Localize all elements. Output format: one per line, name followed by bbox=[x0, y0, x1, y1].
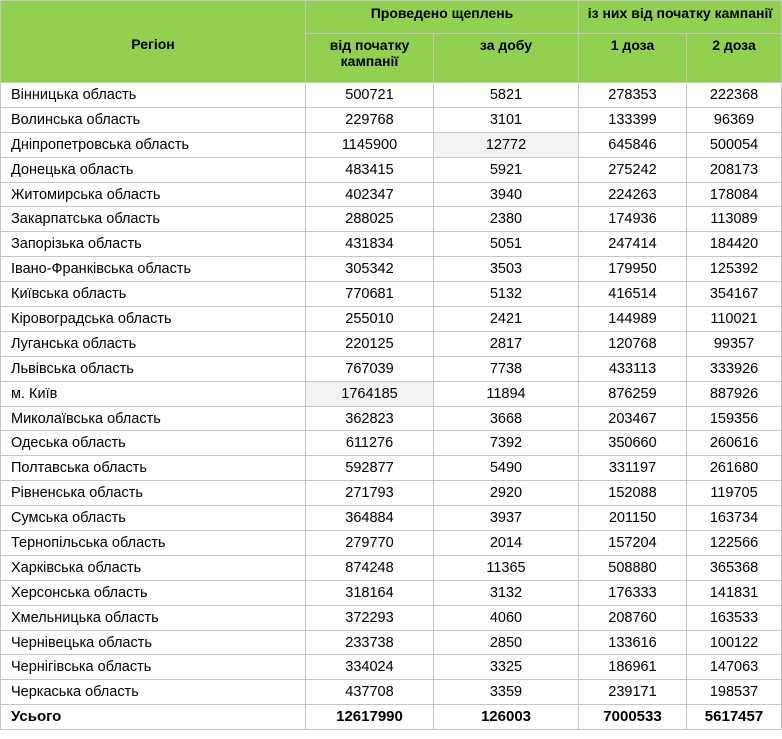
row-dose1: 157204 bbox=[579, 531, 687, 556]
row-dose2: 122566 bbox=[687, 531, 782, 556]
row-since-start: 402347 bbox=[306, 182, 434, 207]
row-region: Полтавська область bbox=[1, 456, 306, 481]
row-dose2: 163734 bbox=[687, 506, 782, 531]
table-row bbox=[1, 307, 782, 332]
row-dose1: 331197 bbox=[579, 456, 687, 481]
row-since-start: 288025 bbox=[306, 207, 434, 232]
total-row bbox=[1, 705, 782, 730]
total-per-day: 126003 bbox=[434, 705, 579, 730]
header-dose2: 2 доза bbox=[687, 34, 782, 83]
row-since-start: 271793 bbox=[306, 481, 434, 506]
table-row bbox=[1, 655, 782, 680]
row-region: Миколаївська область bbox=[1, 406, 306, 431]
table-row bbox=[1, 605, 782, 630]
row-region: Вінницька область bbox=[1, 83, 306, 108]
header-since-start: від початку кампанії bbox=[306, 34, 434, 83]
row-dose2: 141831 bbox=[687, 580, 782, 605]
row-region: Тернопільська область bbox=[1, 531, 306, 556]
table-row bbox=[1, 406, 782, 431]
row-since-start: 364884 bbox=[306, 506, 434, 531]
table-row bbox=[1, 182, 782, 207]
row-region: Кіровоградська область bbox=[1, 307, 306, 332]
table-row bbox=[1, 232, 782, 257]
row-since-start: 431834 bbox=[306, 232, 434, 257]
row-dose1: 350660 bbox=[579, 431, 687, 456]
table-row bbox=[1, 506, 782, 531]
row-since-start: 255010 bbox=[306, 307, 434, 332]
table-row bbox=[1, 356, 782, 381]
table-row bbox=[1, 83, 782, 108]
row-region: Донецька область bbox=[1, 157, 306, 182]
row-dose1: 876259 bbox=[579, 381, 687, 406]
row-per-day: 12772 bbox=[434, 132, 579, 157]
row-region: Запорізька область bbox=[1, 232, 306, 257]
row-per-day: 3325 bbox=[434, 655, 579, 680]
row-since-start: 334024 bbox=[306, 655, 434, 680]
row-since-start: 318164 bbox=[306, 580, 434, 605]
row-dose1: 208760 bbox=[579, 605, 687, 630]
row-region: Закарпатська область bbox=[1, 207, 306, 232]
row-dose2: 354167 bbox=[687, 282, 782, 307]
row-dose1: 133616 bbox=[579, 630, 687, 655]
row-since-start: 1764185 bbox=[306, 381, 434, 406]
row-since-start: 770681 bbox=[306, 282, 434, 307]
row-dose2: 113089 bbox=[687, 207, 782, 232]
row-since-start: 437708 bbox=[306, 680, 434, 705]
row-region: Житомирська область bbox=[1, 182, 306, 207]
row-per-day: 2817 bbox=[434, 331, 579, 356]
row-region: Сумська область bbox=[1, 506, 306, 531]
row-region: Черкаська область bbox=[1, 680, 306, 705]
row-region: Івано-Франківська область bbox=[1, 257, 306, 282]
row-region: Херсонська область bbox=[1, 580, 306, 605]
row-since-start: 592877 bbox=[306, 456, 434, 481]
total-since-start: 12617990 bbox=[306, 705, 434, 730]
row-region: м. Київ bbox=[1, 381, 306, 406]
row-dose2: 365368 bbox=[687, 555, 782, 580]
table-row bbox=[1, 531, 782, 556]
row-per-day: 5490 bbox=[434, 456, 579, 481]
row-dose1: 179950 bbox=[579, 257, 687, 282]
row-per-day: 3668 bbox=[434, 406, 579, 431]
table-row bbox=[1, 680, 782, 705]
row-per-day: 7738 bbox=[434, 356, 579, 381]
table-row bbox=[1, 331, 782, 356]
row-dose2: 500054 bbox=[687, 132, 782, 157]
table-row bbox=[1, 630, 782, 655]
row-since-start: 611276 bbox=[306, 431, 434, 456]
row-per-day: 3359 bbox=[434, 680, 579, 705]
row-since-start: 500721 bbox=[306, 83, 434, 108]
row-dose2: 333926 bbox=[687, 356, 782, 381]
row-dose2: 99357 bbox=[687, 331, 782, 356]
table-row bbox=[1, 282, 782, 307]
header-of-them: із них від початку кампанії bbox=[579, 1, 782, 34]
table-row bbox=[1, 431, 782, 456]
row-region: Львівська область bbox=[1, 356, 306, 381]
row-since-start: 233738 bbox=[306, 630, 434, 655]
row-per-day: 4060 bbox=[434, 605, 579, 630]
row-since-start: 1145900 bbox=[306, 132, 434, 157]
row-dose2: 208173 bbox=[687, 157, 782, 182]
table-body bbox=[1, 83, 782, 730]
table-row bbox=[1, 580, 782, 605]
row-since-start: 305342 bbox=[306, 257, 434, 282]
row-dose1: 203467 bbox=[579, 406, 687, 431]
row-region: Одеська область bbox=[1, 431, 306, 456]
row-dose2: 125392 bbox=[687, 257, 782, 282]
table-row bbox=[1, 257, 782, 282]
row-per-day: 5051 bbox=[434, 232, 579, 257]
header-vaccinated: Проведено щеплень bbox=[306, 1, 579, 34]
row-region: Чернівецька область bbox=[1, 630, 306, 655]
row-dose1: 133399 bbox=[579, 107, 687, 132]
table-row bbox=[1, 555, 782, 580]
row-per-day: 2421 bbox=[434, 307, 579, 332]
row-dose1: 645846 bbox=[579, 132, 687, 157]
row-dose1: 186961 bbox=[579, 655, 687, 680]
row-dose1: 152088 bbox=[579, 481, 687, 506]
row-dose1: 176333 bbox=[579, 580, 687, 605]
row-since-start: 362823 bbox=[306, 406, 434, 431]
total-dose1: 7000533 bbox=[579, 705, 687, 730]
row-dose1: 275242 bbox=[579, 157, 687, 182]
row-since-start: 874248 bbox=[306, 555, 434, 580]
row-dose2: 100122 bbox=[687, 630, 782, 655]
row-region: Хмельницька область bbox=[1, 605, 306, 630]
row-dose2: 260616 bbox=[687, 431, 782, 456]
row-per-day: 11365 bbox=[434, 555, 579, 580]
row-dose1: 144989 bbox=[579, 307, 687, 332]
row-dose2: 159356 bbox=[687, 406, 782, 431]
row-region: Чернігівська область bbox=[1, 655, 306, 680]
row-since-start: 220125 bbox=[306, 331, 434, 356]
row-per-day: 3132 bbox=[434, 580, 579, 605]
row-dose2: 887926 bbox=[687, 381, 782, 406]
row-dose1: 239171 bbox=[579, 680, 687, 705]
row-per-day: 7392 bbox=[434, 431, 579, 456]
row-since-start: 372293 bbox=[306, 605, 434, 630]
row-dose2: 184420 bbox=[687, 232, 782, 257]
row-since-start: 483415 bbox=[306, 157, 434, 182]
table-row bbox=[1, 481, 782, 506]
row-dose2: 119705 bbox=[687, 481, 782, 506]
row-per-day: 3937 bbox=[434, 506, 579, 531]
total-dose2: 5617457 bbox=[687, 705, 782, 730]
row-dose1: 224263 bbox=[579, 182, 687, 207]
row-per-day: 3503 bbox=[434, 257, 579, 282]
row-per-day: 2014 bbox=[434, 531, 579, 556]
row-dose2: 222368 bbox=[687, 83, 782, 108]
row-since-start: 279770 bbox=[306, 531, 434, 556]
row-region: Харківська область bbox=[1, 555, 306, 580]
total-label: Усього bbox=[1, 705, 306, 730]
row-region: Київська область bbox=[1, 282, 306, 307]
row-per-day: 5921 bbox=[434, 157, 579, 182]
row-dose2: 261680 bbox=[687, 456, 782, 481]
table-header bbox=[1, 1, 782, 83]
header-region: Регіон bbox=[1, 1, 306, 83]
row-dose1: 247414 bbox=[579, 232, 687, 257]
row-per-day: 2920 bbox=[434, 481, 579, 506]
header-dose1: 1 доза bbox=[579, 34, 687, 83]
row-per-day: 5821 bbox=[434, 83, 579, 108]
row-region: Луганська область bbox=[1, 331, 306, 356]
row-per-day: 3101 bbox=[434, 107, 579, 132]
table-row bbox=[1, 456, 782, 481]
row-dose1: 433113 bbox=[579, 356, 687, 381]
row-dose2: 147063 bbox=[687, 655, 782, 680]
row-dose1: 278353 bbox=[579, 83, 687, 108]
row-dose1: 174936 bbox=[579, 207, 687, 232]
row-since-start: 767039 bbox=[306, 356, 434, 381]
row-dose2: 96369 bbox=[687, 107, 782, 132]
row-dose1: 508880 bbox=[579, 555, 687, 580]
row-per-day: 2380 bbox=[434, 207, 579, 232]
row-dose1: 416514 bbox=[579, 282, 687, 307]
table-row bbox=[1, 157, 782, 182]
table-row bbox=[1, 107, 782, 132]
row-per-day: 5132 bbox=[434, 282, 579, 307]
row-region: Волинська область bbox=[1, 107, 306, 132]
row-dose1: 120768 bbox=[579, 331, 687, 356]
row-since-start: 229768 bbox=[306, 107, 434, 132]
header-per-day: за добу bbox=[434, 34, 579, 83]
table-row bbox=[1, 207, 782, 232]
row-per-day: 11894 bbox=[434, 381, 579, 406]
table-row bbox=[1, 381, 782, 406]
row-dose2: 163533 bbox=[687, 605, 782, 630]
row-region: Дніпропетровська область bbox=[1, 132, 306, 157]
row-per-day: 2850 bbox=[434, 630, 579, 655]
row-region: Рівненська область bbox=[1, 481, 306, 506]
row-dose1: 201150 bbox=[579, 506, 687, 531]
row-dose2: 198537 bbox=[687, 680, 782, 705]
row-dose2: 110021 bbox=[687, 307, 782, 332]
table-row bbox=[1, 132, 782, 157]
row-dose2: 178084 bbox=[687, 182, 782, 207]
row-per-day: 3940 bbox=[434, 182, 579, 207]
